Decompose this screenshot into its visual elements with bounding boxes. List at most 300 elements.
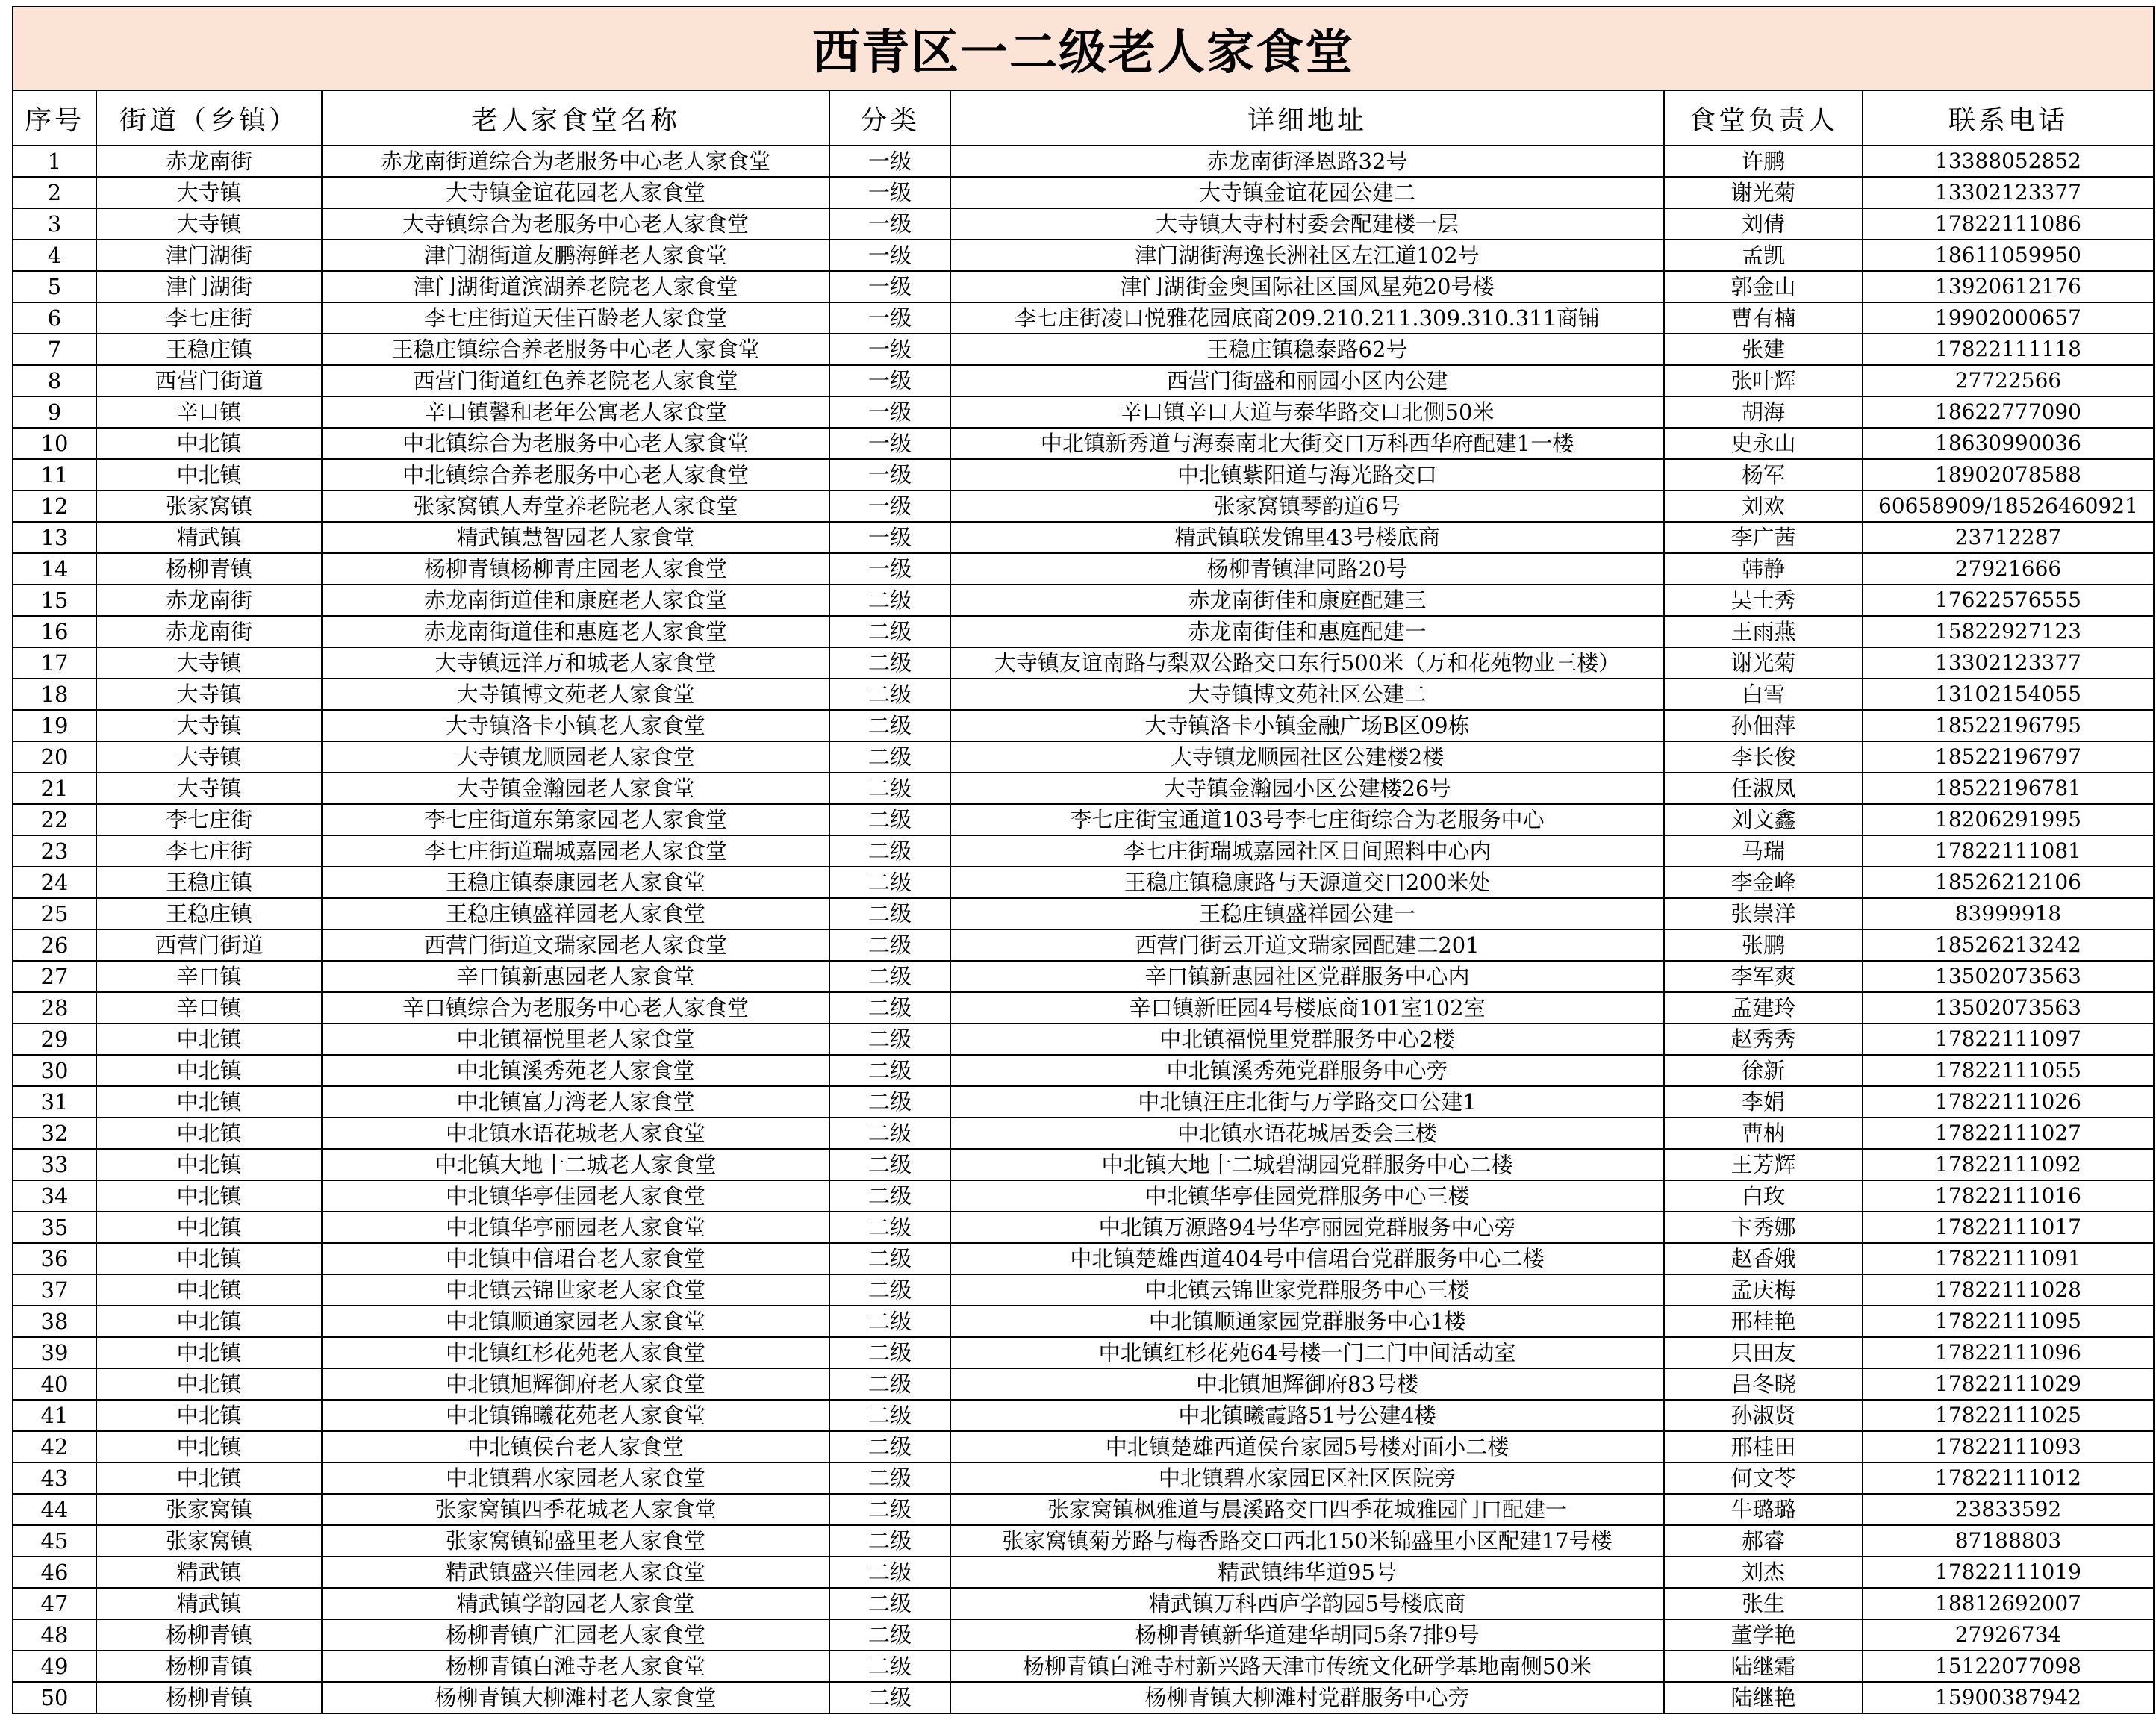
cell-canteen-name: 杨柳青镇广汇园老人家食堂	[322, 1619, 829, 1651]
cell-street: 王稳庄镇	[96, 334, 322, 365]
cell-street: 大寺镇	[96, 208, 322, 240]
cell-category: 二级	[829, 1682, 950, 1713]
cell-category: 一级	[829, 302, 950, 334]
cell-address: 李七庄街凌口悦雅花园底商209.210.211.309.310.311商铺	[950, 302, 1664, 334]
cell-manager: 许鹏	[1664, 146, 1863, 177]
cell-index: 28	[13, 992, 96, 1024]
cell-index: 20	[13, 741, 96, 773]
cell-phone: 17822111091	[1863, 1243, 2154, 1274]
cell-phone: 17822111025	[1863, 1400, 2154, 1431]
cell-manager: 张崇洋	[1664, 898, 1863, 929]
cell-manager: 张建	[1664, 334, 1863, 365]
cell-canteen-name: 中北镇锦曦花苑老人家食堂	[322, 1400, 829, 1431]
cell-category: 二级	[829, 616, 950, 647]
cell-canteen-name: 西营门街道红色养老院老人家食堂	[322, 365, 829, 396]
table-row	[13, 929, 2154, 961]
cell-address: 王稳庄镇稳泰路62号	[950, 334, 1664, 365]
cell-phone: 13302123377	[1863, 177, 2154, 208]
table-row	[13, 396, 2154, 428]
cell-index: 29	[13, 1024, 96, 1055]
cell-category: 二级	[829, 1086, 950, 1118]
cell-address: 中北镇华亭佳园党群服务中心三楼	[950, 1180, 1664, 1212]
cell-street: 王稳庄镇	[96, 898, 322, 929]
table-row	[13, 867, 2154, 898]
cell-canteen-name: 中北镇华亭佳园老人家食堂	[322, 1180, 829, 1212]
cell-street: 张家窝镇	[96, 1525, 322, 1557]
cell-manager: 徐新	[1664, 1055, 1863, 1086]
cell-address: 中北镇汪庄北街与万学路交口公建1	[950, 1086, 1664, 1118]
cell-phone: 17822111027	[1863, 1118, 2154, 1149]
cell-index: 25	[13, 898, 96, 929]
cell-address: 大寺镇龙顺园社区公建楼2楼	[950, 741, 1664, 773]
cell-manager: 邢桂艳	[1664, 1306, 1863, 1337]
cell-index: 4	[13, 240, 96, 271]
cell-index: 1	[13, 146, 96, 177]
cell-manager: 韩静	[1664, 553, 1863, 585]
cell-address: 中北镇旭辉御府83号楼	[950, 1368, 1664, 1400]
table-row	[13, 240, 2154, 271]
cell-index: 10	[13, 428, 96, 459]
cell-street: 中北镇	[96, 1086, 322, 1118]
cell-manager: 任淑凤	[1664, 773, 1863, 804]
cell-street: 中北镇	[96, 1462, 322, 1494]
table-row	[13, 741, 2154, 773]
cell-index: 5	[13, 271, 96, 302]
cell-phone: 17822111029	[1863, 1368, 2154, 1400]
cell-manager: 孙淑贤	[1664, 1400, 1863, 1431]
cell-index: 44	[13, 1494, 96, 1525]
cell-manager: 邢桂田	[1664, 1431, 1863, 1462]
cell-canteen-name: 杨柳青镇大柳滩村老人家食堂	[322, 1682, 829, 1713]
cell-address: 中北镇水语花城居委会三楼	[950, 1118, 1664, 1149]
cell-manager: 陆继霜	[1664, 1651, 1863, 1682]
cell-street: 赤龙南街	[96, 616, 322, 647]
table-row	[13, 1149, 2154, 1180]
table-row	[13, 146, 2154, 177]
cell-phone: 17822111097	[1863, 1024, 2154, 1055]
cell-index: 37	[13, 1274, 96, 1306]
table-row	[13, 1400, 2154, 1431]
cell-street: 杨柳青镇	[96, 1682, 322, 1713]
cell-canteen-name: 中北镇中信珺台老人家食堂	[322, 1243, 829, 1274]
cell-canteen-name: 中北镇富力湾老人家食堂	[322, 1086, 829, 1118]
cell-street: 张家窝镇	[96, 1494, 322, 1525]
cell-canteen-name: 大寺镇洛卡小镇老人家食堂	[322, 710, 829, 741]
cell-phone: 17822111093	[1863, 1431, 2154, 1462]
cell-canteen-name: 杨柳青镇杨柳青庄园老人家食堂	[322, 553, 829, 585]
cell-address: 杨柳青镇津同路20号	[950, 553, 1664, 585]
cell-manager: 谢光菊	[1664, 177, 1863, 208]
cell-street: 中北镇	[96, 1306, 322, 1337]
cell-category: 一级	[829, 208, 950, 240]
cell-index: 13	[13, 522, 96, 553]
cell-category: 二级	[829, 1588, 950, 1619]
table-row	[13, 1274, 2154, 1306]
table-row	[13, 1651, 2154, 1682]
cell-phone: 87188803	[1863, 1525, 2154, 1557]
cell-phone: 27926734	[1863, 1619, 2154, 1651]
cell-street: 大寺镇	[96, 773, 322, 804]
cell-phone: 17822111026	[1863, 1086, 2154, 1118]
cell-index: 38	[13, 1306, 96, 1337]
cell-category: 二级	[829, 1118, 950, 1149]
header-phone: 联系电话	[1863, 90, 2154, 146]
table-row	[13, 1431, 2154, 1462]
cell-canteen-name: 王稳庄镇综合养老服务中心老人家食堂	[322, 334, 829, 365]
cell-index: 2	[13, 177, 96, 208]
cell-canteen-name: 王稳庄镇盛祥园老人家食堂	[322, 898, 829, 929]
table-row	[13, 1337, 2154, 1368]
cell-phone: 13302123377	[1863, 647, 2154, 679]
cell-canteen-name: 中北镇溪秀苑老人家食堂	[322, 1055, 829, 1086]
cell-phone: 13502073563	[1863, 961, 2154, 992]
cell-address: 中北镇云锦世家党群服务中心三楼	[950, 1274, 1664, 1306]
cell-phone: 23712287	[1863, 522, 2154, 553]
cell-street: 中北镇	[96, 1243, 322, 1274]
cell-street: 中北镇	[96, 1368, 322, 1400]
cell-category: 二级	[829, 804, 950, 835]
cell-address: 津门湖街金奥国际社区国风星苑20号楼	[950, 271, 1664, 302]
cell-street: 中北镇	[96, 1431, 322, 1462]
cell-phone: 17822111118	[1863, 334, 2154, 365]
cell-index: 42	[13, 1431, 96, 1462]
table-row	[13, 992, 2154, 1024]
cell-address: 西营门街盛和丽园小区内公建	[950, 365, 1664, 396]
cell-category: 二级	[829, 867, 950, 898]
cell-address: 中北镇大地十二城碧湖园党群服务中心二楼	[950, 1149, 1664, 1180]
cell-canteen-name: 中北镇旭辉御府老人家食堂	[322, 1368, 829, 1400]
cell-canteen-name: 大寺镇金谊花园老人家食堂	[322, 177, 829, 208]
cell-phone: 18622777090	[1863, 396, 2154, 428]
cell-index: 36	[13, 1243, 96, 1274]
cell-category: 二级	[829, 1525, 950, 1557]
cell-manager: 李军爽	[1664, 961, 1863, 992]
cell-phone: 23833592	[1863, 1494, 2154, 1525]
cell-manager: 刘倩	[1664, 208, 1863, 240]
cell-street: 津门湖街	[96, 240, 322, 271]
cell-address: 李七庄街宝通道103号李七庄街综合为老服务中心	[950, 804, 1664, 835]
cell-index: 24	[13, 867, 96, 898]
cell-address: 大寺镇洛卡小镇金融广场B区09栋	[950, 710, 1664, 741]
cell-manager: 李广茜	[1664, 522, 1863, 553]
cell-category: 二级	[829, 647, 950, 679]
cell-manager: 郭金山	[1664, 271, 1863, 302]
cell-manager: 刘欢	[1664, 490, 1863, 522]
cell-category: 二级	[829, 1149, 950, 1180]
table-row	[13, 1180, 2154, 1212]
cell-address: 中北镇楚雄西道404号中信珺台党群服务中心二楼	[950, 1243, 1664, 1274]
cell-category: 二级	[829, 961, 950, 992]
cell-manager: 孟建玲	[1664, 992, 1863, 1024]
cell-phone: 18526212106	[1863, 867, 2154, 898]
cell-address: 张家窝镇枫雅道与晨溪路交口四季花城雅园门口配建一	[950, 1494, 1664, 1525]
cell-street: 杨柳青镇	[96, 1619, 322, 1651]
cell-index: 14	[13, 553, 96, 585]
sheet-title: 西青区一二级老人家食堂	[13, 7, 2154, 90]
cell-address: 精武镇纬华道95号	[950, 1557, 1664, 1588]
cell-manager: 张叶辉	[1664, 365, 1863, 396]
cell-phone: 18522196781	[1863, 773, 2154, 804]
cell-address: 张家窝镇琴韵道6号	[950, 490, 1664, 522]
cell-canteen-name: 中北镇综合为老服务中心老人家食堂	[322, 428, 829, 459]
table-row	[13, 898, 2154, 929]
cell-address: 大寺镇博文苑社区公建二	[950, 679, 1664, 710]
cell-index: 7	[13, 334, 96, 365]
cell-canteen-name: 中北镇云锦世家老人家食堂	[322, 1274, 829, 1306]
cell-address: 赤龙南街佳和惠庭配建一	[950, 616, 1664, 647]
cell-index: 31	[13, 1086, 96, 1118]
cell-category: 二级	[829, 1024, 950, 1055]
cell-manager: 郝睿	[1664, 1525, 1863, 1557]
cell-address: 中北镇溪秀苑党群服务中心旁	[950, 1055, 1664, 1086]
cell-street: 大寺镇	[96, 710, 322, 741]
cell-address: 中北镇新秀道与海泰南北大街交口万科西华府配建1一楼	[950, 428, 1664, 459]
cell-address: 精武镇万科西庐学韵园5号楼底商	[950, 1588, 1664, 1619]
cell-index: 12	[13, 490, 96, 522]
cell-manager: 陆继艳	[1664, 1682, 1863, 1713]
cell-canteen-name: 精武镇慧智园老人家食堂	[322, 522, 829, 553]
table-row	[13, 710, 2154, 741]
cell-canteen-name: 辛口镇新惠园老人家食堂	[322, 961, 829, 992]
cell-canteen-name: 中北镇华亭丽园老人家食堂	[322, 1212, 829, 1243]
header-index: 序号	[13, 90, 96, 146]
cell-phone: 17822111016	[1863, 1180, 2154, 1212]
table-row	[13, 302, 2154, 334]
table-row	[13, 553, 2154, 585]
cell-address: 中北镇楚雄西道侯台家园5号楼对面小二楼	[950, 1431, 1664, 1462]
cell-manager: 史永山	[1664, 428, 1863, 459]
table-row	[13, 961, 2154, 992]
cell-category: 二级	[829, 1055, 950, 1086]
table-row	[13, 1055, 2154, 1086]
cell-canteen-name: 张家窝镇锦盛里老人家食堂	[322, 1525, 829, 1557]
cell-phone: 17822111055	[1863, 1055, 2154, 1086]
cell-canteen-name: 中北镇水语花城老人家食堂	[322, 1118, 829, 1149]
cell-index: 40	[13, 1368, 96, 1400]
cell-phone: 18522196795	[1863, 710, 2154, 741]
cell-index: 47	[13, 1588, 96, 1619]
cell-manager: 王芳辉	[1664, 1149, 1863, 1180]
cell-manager: 赵香娥	[1664, 1243, 1863, 1274]
cell-index: 39	[13, 1337, 96, 1368]
cell-address: 辛口镇新惠园社区党群服务中心内	[950, 961, 1664, 992]
cell-index: 23	[13, 835, 96, 867]
cell-manager: 李金峰	[1664, 867, 1863, 898]
cell-phone: 60658909/18526460921	[1863, 490, 2154, 522]
table-row	[13, 773, 2154, 804]
cell-street: 杨柳青镇	[96, 1651, 322, 1682]
cell-canteen-name: 大寺镇综合为老服务中心老人家食堂	[322, 208, 829, 240]
cell-canteen-name: 李七庄街道天佳百龄老人家食堂	[322, 302, 829, 334]
cell-phone: 18812692007	[1863, 1588, 2154, 1619]
cell-category: 二级	[829, 835, 950, 867]
cell-category: 一级	[829, 459, 950, 490]
cell-index: 46	[13, 1557, 96, 1588]
cell-phone: 17822111019	[1863, 1557, 2154, 1588]
cell-category: 二级	[829, 898, 950, 929]
table-row	[13, 522, 2154, 553]
table-row	[13, 1368, 2154, 1400]
table-row	[13, 365, 2154, 396]
header-address: 详细地址	[950, 90, 1664, 146]
cell-index: 17	[13, 647, 96, 679]
cell-manager: 只田友	[1664, 1337, 1863, 1368]
cell-phone: 17622576555	[1863, 585, 2154, 616]
cell-address: 中北镇曦霞路51号公建4楼	[950, 1400, 1664, 1431]
table-row	[13, 208, 2154, 240]
cell-phone: 13388052852	[1863, 146, 2154, 177]
cell-manager: 白雪	[1664, 679, 1863, 710]
canteen-table	[12, 6, 2155, 1714]
table-row	[13, 1462, 2154, 1494]
cell-address: 张家窝镇菊芳路与梅香路交口西北150米锦盛里小区配建17号楼	[950, 1525, 1664, 1557]
table-row	[13, 647, 2154, 679]
cell-index: 3	[13, 208, 96, 240]
cell-phone: 13920612176	[1863, 271, 2154, 302]
cell-street: 李七庄街	[96, 302, 322, 334]
cell-category: 二级	[829, 1557, 950, 1588]
cell-address: 中北镇红杉花苑64号楼一门二门中间活动室	[950, 1337, 1664, 1368]
cell-manager: 谢光菊	[1664, 647, 1863, 679]
cell-canteen-name: 中北镇碧水家园老人家食堂	[322, 1462, 829, 1494]
cell-phone: 83999918	[1863, 898, 2154, 929]
cell-street: 精武镇	[96, 522, 322, 553]
cell-address: 中北镇万源路94号华亭丽园党群服务中心旁	[950, 1212, 1664, 1243]
cell-index: 50	[13, 1682, 96, 1713]
cell-manager: 孙佃萍	[1664, 710, 1863, 741]
table-row	[13, 804, 2154, 835]
cell-street: 李七庄街	[96, 804, 322, 835]
cell-manager: 胡海	[1664, 396, 1863, 428]
cell-category: 一级	[829, 553, 950, 585]
cell-category: 一级	[829, 240, 950, 271]
cell-address: 王稳庄镇盛祥园公建一	[950, 898, 1664, 929]
cell-address: 王稳庄镇稳康路与天源道交口200米处	[950, 867, 1664, 898]
cell-manager: 吴士秀	[1664, 585, 1863, 616]
cell-category: 一级	[829, 428, 950, 459]
cell-address: 中北镇紫阳道与海光路交口	[950, 459, 1664, 490]
cell-category: 二级	[829, 1212, 950, 1243]
cell-canteen-name: 赤龙南街道佳和康庭老人家食堂	[322, 585, 829, 616]
cell-index: 16	[13, 616, 96, 647]
cell-index: 32	[13, 1118, 96, 1149]
cell-category: 二级	[829, 1494, 950, 1525]
cell-canteen-name: 中北镇顺通家园老人家食堂	[322, 1306, 829, 1337]
cell-manager: 马瑞	[1664, 835, 1863, 867]
table-row	[13, 1024, 2154, 1055]
cell-phone: 19902000657	[1863, 302, 2154, 334]
cell-canteen-name: 中北镇红杉花苑老人家食堂	[322, 1337, 829, 1368]
cell-address: 精武镇联发锦里43号楼底商	[950, 522, 1664, 553]
cell-category: 二级	[829, 992, 950, 1024]
cell-category: 二级	[829, 1337, 950, 1368]
cell-address: 中北镇碧水家园E区社区医院旁	[950, 1462, 1664, 1494]
cell-phone: 15122077098	[1863, 1651, 2154, 1682]
header-category: 分类	[829, 90, 950, 146]
cell-category: 一级	[829, 396, 950, 428]
cell-street: 大寺镇	[96, 741, 322, 773]
table-row	[13, 1588, 2154, 1619]
cell-street: 张家窝镇	[96, 490, 322, 522]
table-row	[13, 1118, 2154, 1149]
cell-street: 中北镇	[96, 428, 322, 459]
cell-category: 二级	[829, 1180, 950, 1212]
cell-street: 辛口镇	[96, 961, 322, 992]
cell-index: 43	[13, 1462, 96, 1494]
cell-canteen-name: 大寺镇龙顺园老人家食堂	[322, 741, 829, 773]
cell-index: 34	[13, 1180, 96, 1212]
cell-phone: 18630990036	[1863, 428, 2154, 459]
table-row	[13, 1557, 2154, 1588]
cell-street: 精武镇	[96, 1588, 322, 1619]
cell-phone: 15822927123	[1863, 616, 2154, 647]
cell-manager: 曹有楠	[1664, 302, 1863, 334]
cell-manager: 赵秀秀	[1664, 1024, 1863, 1055]
cell-canteen-name: 大寺镇金瀚园老人家食堂	[322, 773, 829, 804]
table-row	[13, 835, 2154, 867]
cell-category: 二级	[829, 929, 950, 961]
table-row	[13, 1243, 2154, 1274]
table-row	[13, 177, 2154, 208]
cell-street: 赤龙南街	[96, 585, 322, 616]
cell-canteen-name: 中北镇福悦里老人家食堂	[322, 1024, 829, 1055]
cell-category: 一级	[829, 271, 950, 302]
cell-street: 中北镇	[96, 1400, 322, 1431]
table-row	[13, 490, 2154, 522]
cell-index: 45	[13, 1525, 96, 1557]
header-row	[13, 90, 2154, 146]
cell-address: 中北镇福悦里党群服务中心2楼	[950, 1024, 1664, 1055]
cell-street: 中北镇	[96, 1180, 322, 1212]
table-row	[13, 1494, 2154, 1525]
cell-manager: 董学艳	[1664, 1619, 1863, 1651]
cell-index: 15	[13, 585, 96, 616]
cell-canteen-name: 津门湖街道友鹏海鲜老人家食堂	[322, 240, 829, 271]
cell-category: 二级	[829, 1400, 950, 1431]
cell-index: 11	[13, 459, 96, 490]
cell-category: 一级	[829, 522, 950, 553]
cell-index: 21	[13, 773, 96, 804]
cell-canteen-name: 赤龙南街道综合为老服务中心老人家食堂	[322, 146, 829, 177]
cell-manager: 孟凯	[1664, 240, 1863, 271]
cell-address: 辛口镇辛口大道与泰华路交口北侧50米	[950, 396, 1664, 428]
cell-category: 二级	[829, 1306, 950, 1337]
table-row	[13, 1619, 2154, 1651]
cell-street: 中北镇	[96, 1055, 322, 1086]
cell-address: 李七庄街瑞城嘉园社区日间照料中心内	[950, 835, 1664, 867]
table-row	[13, 271, 2154, 302]
cell-street: 大寺镇	[96, 679, 322, 710]
cell-address: 赤龙南街泽恩路32号	[950, 146, 1664, 177]
cell-phone: 17822111096	[1863, 1337, 2154, 1368]
cell-address: 大寺镇金瀚园小区公建楼26号	[950, 773, 1664, 804]
cell-phone: 18611059950	[1863, 240, 2154, 271]
cell-canteen-name: 精武镇盛兴佳园老人家食堂	[322, 1557, 829, 1588]
cell-category: 一级	[829, 146, 950, 177]
cell-phone: 17822111017	[1863, 1212, 2154, 1243]
cell-street: 精武镇	[96, 1557, 322, 1588]
cell-street: 赤龙南街	[96, 146, 322, 177]
cell-index: 22	[13, 804, 96, 835]
cell-manager: 白玫	[1664, 1180, 1863, 1212]
cell-index: 30	[13, 1055, 96, 1086]
cell-index: 27	[13, 961, 96, 992]
cell-street: 中北镇	[96, 1118, 322, 1149]
cell-street: 大寺镇	[96, 177, 322, 208]
cell-phone: 17822111086	[1863, 208, 2154, 240]
table-row	[13, 1212, 2154, 1243]
cell-phone: 17822111095	[1863, 1306, 2154, 1337]
